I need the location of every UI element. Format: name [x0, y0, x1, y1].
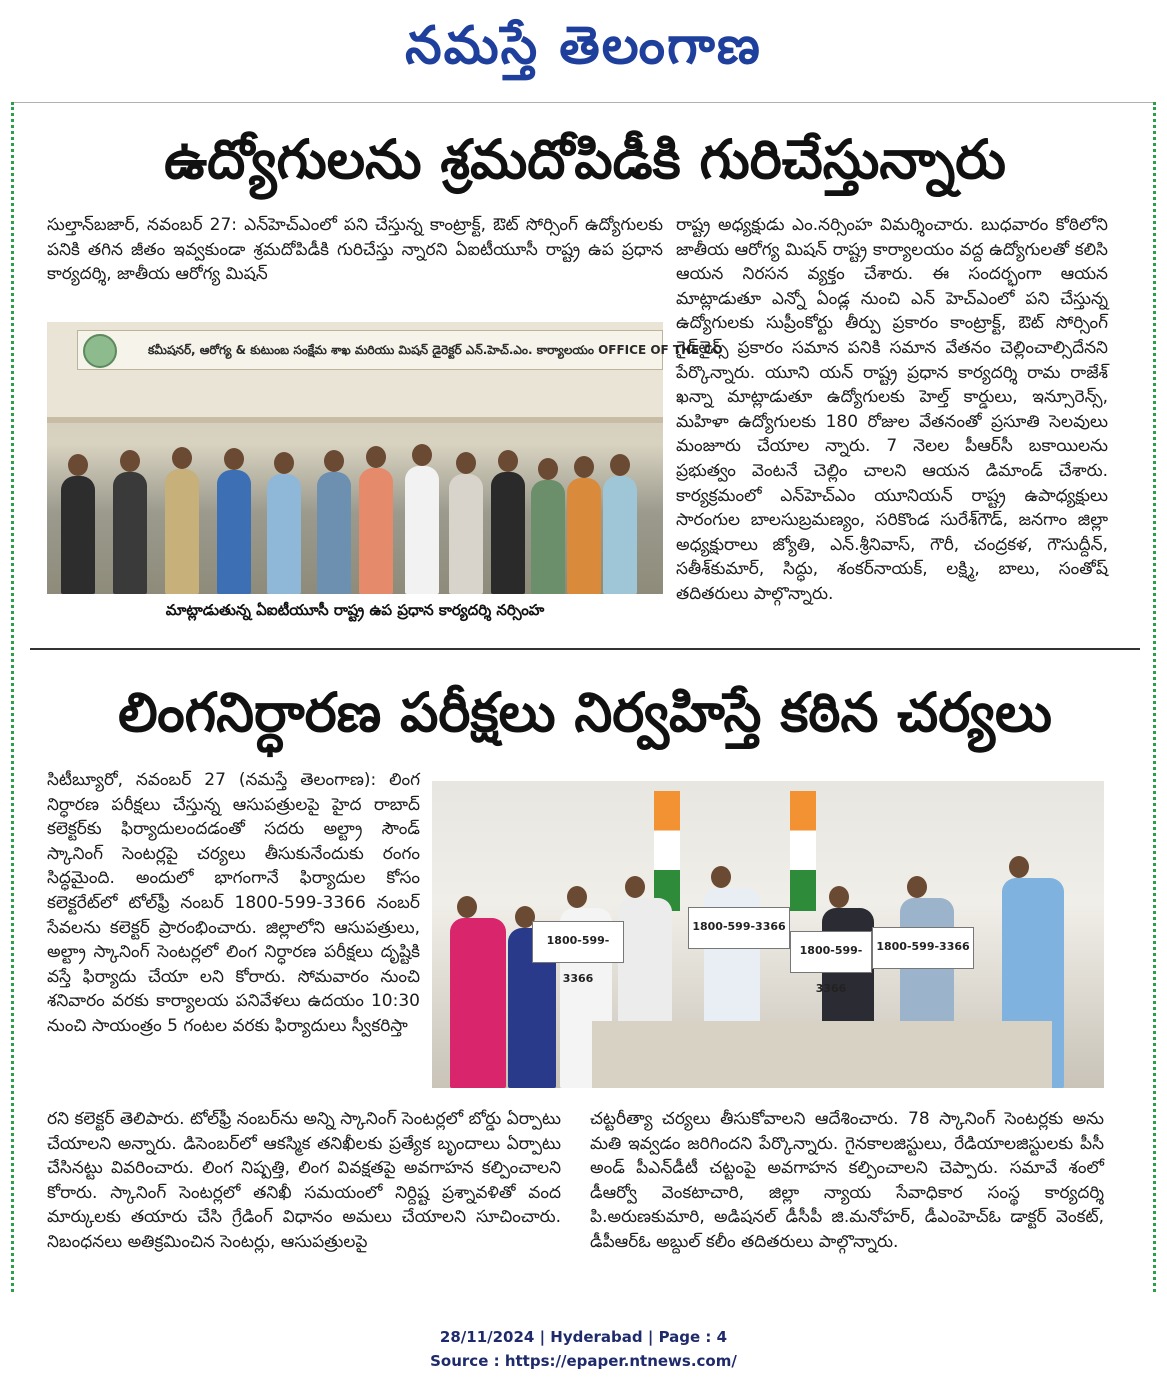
- toll-free-board: 1800-599-3366: [790, 931, 872, 973]
- story1-headline: ఉద్యోగులను శ్రమదోపిడీకి గురిచేస్తున్నారు: [164, 128, 1006, 191]
- story2-headline: లింగనిర్ధారణ పరీక్షలు నిర్వహిస్తే కఠిన చర్యలు: [118, 681, 1052, 744]
- story2-text-left: సిటీబ్యూరో, నవంబర్ 27 (నమస్తే తెలంగాణ): లింగ నిర్ధారణ పరీక్షలు చేస్తున్న ఆసుపత్రులపై హైద రాబాద్ కలెక్టర్‌కు ఫిర్యాదులందడంతో సదరు అల్ట్రా సౌండ్ స్కానింగ్ సెంటర్లపై చర్యలు తీసుకునేందుకు రంగం సిద్ధమైంది. అందులో భాగంగానే ఫిర్యాదుల కోసం కలెక్టరేట్‌లో టోల్‌ఫ్రీ నంబర్ 1800-599-3366 నంబర్ సేవలను కలెక్టర్ ప్రారంభించారు. జిల్లాలోని ఆసుపత్రులు, అల్ట్రా స్కానింగ్ సెంటర్లలో లింగ నిర్ధారణ పరీక్షలు దృష్టికి వస్తే ఫిర్యాదు చేయా లని కోరారు. సోమవారం నుంచి శనివారం వరకు కార్యాలయ పనివేళలు ఉదయం 10:30 నుంచి సాయంత్రం 5 గంటల వరకు ఫిర్యాదులు స్వీకరిస్తా: [47, 770, 420, 1036]
- person-figure: [449, 474, 483, 594]
- top-divider: [11, 102, 1156, 103]
- office-signboard: కమీషనర్, ఆరోగ్య & కుటుంబ సంక్షేమ శాఖ మరియు మిషన్ డైరెక్టర్ ఎన్.హెచ్.ఎం. కార్యాలయం OFFICE OF THE CO: [77, 330, 663, 370]
- right-dotted-border: [1153, 102, 1156, 1292]
- telangana-emblem-icon: [83, 334, 117, 368]
- office-building: [47, 322, 723, 423]
- story2-text-left-bottom: రని కలెక్టర్ తెలిపారు. టోల్‌ఫ్రీ నంబర్‌ను అన్ని స్కానింగ్ సెంటర్లలో బోర్డు ఏర్పాటు చేయాలని అన్నారు. డిసెంబర్‌లో ఆకస్మిక తనిఖీలకు ప్రత్యేక బృందాలు ఏర్పాటు చేసినట్టు వివరించారు. లింగ నిష్పత్తి, లింగ వివక్షతపై అవగాహన కల్పించాలని కోరారు. స్కానింగ్ సెంటర్లలో తనిఖీ సమయంలో నిర్దిష్ట ప్రశ్నావళితో వంద మార్కులకు తయారు చేసి గ్రేడింగ్ విధానం అమలు చేయాలని సూచించారు. నిబంధనలు అతిక్రమించిన సెంటర్లు, ఆసుపత్రులపై: [47, 1109, 561, 1252]
- india-flag: [790, 791, 816, 911]
- story1-column-right: [676, 213, 1108, 633]
- story1-photo: [47, 322, 723, 594]
- story2-column-left-bottom: [47, 1107, 561, 1307]
- story2-column-right-bottom: [590, 1107, 1104, 1307]
- person-figure: [450, 918, 506, 1088]
- person-figure: [267, 474, 301, 594]
- toll-free-board: 1800-599-3366: [688, 907, 790, 949]
- toll-free-board: 1800-599-3366: [532, 921, 624, 963]
- masthead: [0, 6, 1167, 86]
- person-figure: [531, 480, 565, 594]
- india-flag: [654, 791, 680, 911]
- person-figure: [165, 469, 199, 594]
- person-figure: [113, 472, 147, 594]
- person-figure: [317, 472, 351, 594]
- story1-text-left: సుల్తాన్‌బజార్, నవంబర్ 27: ఎన్‌హెచ్‌ఎంలో పని చేస్తున్న కాంట్రాక్ట్, ఔట్ సోర్సింగ్ ఉద్యోగులకు పనికి తగిన జీతం ఇవ్వకుండా శ్రమదోపిడీకి గురిచేస్తు న్నారని ఏఐటీయూసీ రాష్ట్ర ఉప ప్రధాన కార్యదర్శి, జాతీయ ఆరోగ్య మిషన్: [47, 215, 663, 285]
- person-figure: [405, 466, 439, 594]
- story1-text-right: రాష్ట్ర అధ్యక్షుడు ఎం.నర్సింహ విమర్శించారు. బుధవారం కోఠిలోని జాతీయ ఆరోగ్య మిషన్ రాష్ట్ర కార్యాలయం వద్ద ఉద్యోగులతో కలిసి ఆయన నిరసన వ్యక్తం చేశారు. ఈ సందర్భంగా ఆయన మాట్లాడుతూ ఎన్నో ఏండ్ల నుంచి ఎన్ హెచ్ఎంలో పని చేస్తున్న ఉద్యోగులకు సుప్రీంకోర్టు తీర్పు ప్రకారం కాంట్రాక్ట్, ఔట్ సోర్సింగ్ గైడ్‌లైన్స్ ప్రకారం సమాన పనికి సమాన వేతనం చెల్లించాల్సిదేనని పేర్కొన్నారు. యూని యన్ రాష్ట్ర ప్రధాన కార్యదర్శి రామ రాజేశ్ ఖన్నా మాట్లాడుతూ ఉద్యోగులకు హెల్త్ కార్డులు, ఇన్సూరెన్స్, మహిళా ఉద్యోగులకు 180 రోజుల వేతనంతో ప్రసూతి సెలవులు మంజూరు చేయాల న్నారు. 7 నెలల పీఆర్‌సీ బకాయిలను ప్రభుత్వం వెంటనే చెల్లిం చాలని ఆయన డిమాండ్ చేశారు. కార్యక్రమంలో ఎన్‌హెచ్ఎం యూనియన్ రాష్ట్ర ఉపాధ్యక్షులు సారంగుల బాలసుబ్రమణ్యం, సరికొండ సురేశ్‌గౌడ్, జనగాం జిల్లా అధ్యక్షురాలు జ్యోతి, ఎన్.శ్రీనివాస్, గౌరీ, చంద్రకళ, గౌసుద్దీన్, సతీశ్‌కుమార్, సిద్ధు, శంకర్‌నాయక్, లక్ష్మి, బాలు, సంతోష్ తదితరులు పాల్గొన్నారు.: [676, 215, 1108, 604]
- person-figure: [61, 476, 95, 594]
- conference-table: [592, 1021, 1052, 1088]
- story2-photo: [432, 781, 1104, 1088]
- story2-text-right-bottom: చట్టరీత్యా చర్యలు తీసుకోవాలని ఆదేశించారు. 78 స్కానింగ్ సెంటర్లకు అను మతి ఇవ్వడం జరిగిందని పేర్కొన్నారు. గైనకాలజిస్టులు, రేడియాలజిస్టులకు పీసీ అండ్ పీఎన్‌డీటీ చట్టంపై అవగాహన కల్పించాలని చెప్పారు. సమావే శంలో డీఆర్వో వెంకటాచారి, జిల్లా న్యాయ సేవాధికార సంస్థ కార్యదర్శి పి.అరుణకుమారి, అడిషనల్ డీసీపీ జి.మనోహర్, డీఎంహెచ్ఓ డాక్టర్ వెంకట్, డీపీఆర్ఓ అబ్దుల్ కలీం తదితరులు పాల్గొన్నారు.: [590, 1109, 1104, 1252]
- story1-column-left-top: [47, 213, 663, 313]
- person-figure: [567, 478, 601, 594]
- footer-date-edition: 28/11/2024 | Hyderabad | Page : 4: [439, 1328, 728, 1346]
- story-divider: [30, 648, 1140, 650]
- person-figure: [359, 468, 393, 594]
- story2-column-left: [47, 768, 420, 1098]
- toll-free-board: 1800-599-3366: [872, 927, 974, 969]
- footer-source: Source : https://epaper.ntnews.com/: [430, 1352, 737, 1370]
- person-figure: [491, 472, 525, 594]
- person-figure: [603, 476, 637, 594]
- person-figure: [217, 470, 251, 594]
- left-dotted-border: [11, 102, 14, 1292]
- masthead-title: నమస్తే తెలంగాణ: [405, 15, 762, 76]
- story1-photo-caption: మాట్లాడుతున్న ఏఐటీయూసీ రాష్ట్ర ఉప ప్రధాన కార్యదర్శి నర్సింహ: [165, 601, 545, 619]
